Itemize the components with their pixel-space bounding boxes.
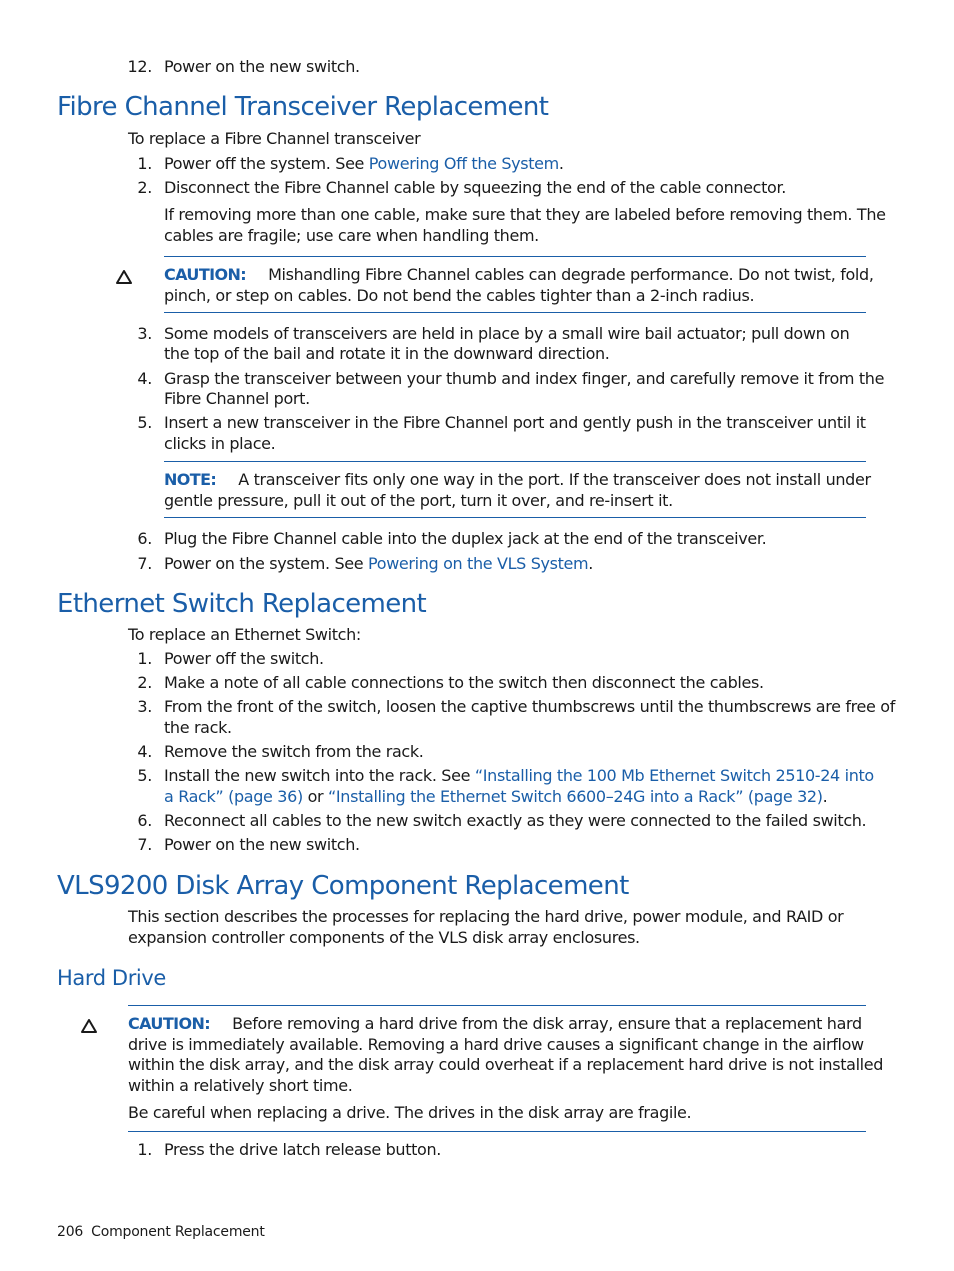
- list-item-text: Insert a new transceiver in the Fibre Channel port and gently push in the transceiver until it: [164, 413, 866, 432]
- list-number: 7.: [137, 835, 152, 854]
- list-number: 2.: [137, 673, 152, 692]
- caution-warning-icon: [115, 268, 133, 286]
- caution-text-line: CAUTION: Mishandling Fibre Channel cables can degrade performance. Do not twist, fold,: [164, 265, 874, 284]
- paragraph-line: This section describes the processes for replacing the hard drive, power module, and RAID or: [128, 907, 844, 926]
- list-number: 3.: [137, 324, 152, 343]
- link-install-switch-2510-24[interactable]: a Rack” (page 36): [164, 787, 303, 806]
- caution-top-rule: [128, 1005, 866, 1006]
- list-item-text: Power on the new switch.: [164, 835, 360, 854]
- list-item-text: the rack.: [164, 718, 232, 737]
- page-number: 206: [57, 1224, 84, 1240]
- note-top-rule: [164, 461, 866, 462]
- page-footer: [57, 1223, 265, 1241]
- caution-text-line: Be careful when replacing a drive. The drives in the disk array are fragile.: [128, 1103, 692, 1122]
- list-number: 5.: [137, 766, 152, 785]
- list-number: 12.: [127, 57, 152, 76]
- caution-text-line: CAUTION: Before removing a hard drive from the disk array, ensure that a replacement hard: [128, 1014, 862, 1033]
- section-heading-ethernet-switch: Ethernet Switch Replacement: [57, 589, 427, 619]
- list-number: 1.: [137, 1140, 152, 1159]
- caution-bottom-rule: [128, 1131, 866, 1132]
- note-bottom-rule: [164, 517, 866, 518]
- section-intro: To replace an Ethernet Switch:: [128, 625, 361, 644]
- list-item-text: Power on the system. See Powering on the VLS System.: [164, 554, 594, 573]
- list-item-text: Grasp the transceiver between your thumb and index finger, and carefully remove it from the: [164, 369, 885, 388]
- list-item-text: clicks in place.: [164, 434, 276, 453]
- caution-text-line: within the disk array, and the disk array could overheat if a replacement hard drive is not installed: [128, 1055, 884, 1074]
- link-powering-on-vls-system[interactable]: Powering on the VLS System: [368, 554, 589, 573]
- caution-text-line: drive is immediately available. Removing a hard drive causes a significant change in the airflow: [128, 1035, 864, 1054]
- list-item-text: Plug the Fibre Channel cable into the duplex jack at the end of the transceiver.: [164, 529, 767, 548]
- link-install-switch-2510-24[interactable]: “Installing the 100 Mb Ethernet Switch 2510-24 into: [474, 766, 874, 785]
- list-number: 1.: [137, 649, 152, 668]
- subsection-heading-hard-drive: Hard Drive: [57, 966, 166, 990]
- note-text-line: NOTE: A transceiver fits only one way in the port. If the transceiver does not install under: [164, 470, 871, 489]
- paragraph-line: If removing more than one cable, make sure that they are labeled before removing them. The: [164, 205, 886, 224]
- list-item-text: From the front of the switch, loosen the captive thumbscrews until the thumbscrews are free of: [164, 697, 895, 716]
- footer-section-name: Component Replacement: [91, 1224, 265, 1240]
- list-item-text: Install the new switch into the rack. See “Installing the 100 Mb Ethernet Switch 2510-24 into: [164, 766, 874, 785]
- list-item-text: Power on the new switch.: [164, 57, 360, 76]
- caution-text-line: within a relatively short time.: [128, 1076, 353, 1095]
- note-label: NOTE:: [164, 470, 217, 489]
- caution-text-line: pinch, or step on cables. Do not bend the cables tighter than a 2-inch radius.: [164, 286, 755, 305]
- list-item-text: Some models of transceivers are held in place by a small wire bail actuator; pull down on: [164, 324, 850, 343]
- paragraph-line: cables are fragile; use care when handling them.: [164, 226, 539, 245]
- list-number: 7.: [137, 554, 152, 573]
- list-item-text: Fibre Channel port.: [164, 389, 310, 408]
- section-heading-vls9200: VLS9200 Disk Array Component Replacement: [57, 871, 629, 901]
- section-intro: To replace a Fibre Channel transceiver: [128, 129, 421, 148]
- caution-bottom-rule: [164, 312, 866, 313]
- paragraph-line: expansion controller components of the VLS disk array enclosures.: [128, 928, 640, 947]
- caution-label: CAUTION:: [164, 265, 247, 284]
- list-number: 6.: [137, 811, 152, 830]
- note-text-line: gentle pressure, pull it out of the port, turn it over, and re-insert it.: [164, 491, 673, 510]
- list-item-text: Power off the system. See Powering Off the System.: [164, 154, 564, 173]
- list-item-text: Make a note of all cable connections to the switch then disconnect the cables.: [164, 673, 764, 692]
- list-number: 4.: [137, 369, 152, 388]
- caution-label: CAUTION:: [128, 1014, 211, 1033]
- list-number: 5.: [137, 413, 152, 432]
- link-install-switch-6600-24g[interactable]: “Installing the Ethernet Switch 6600–24G into a Rack” (page 32): [327, 787, 823, 806]
- list-number: 6.: [137, 529, 152, 548]
- list-number: 2.: [137, 178, 152, 197]
- list-item-text: Disconnect the Fibre Channel cable by squeezing the end of the cable connector.: [164, 178, 786, 197]
- caution-warning-icon: [80, 1017, 98, 1035]
- list-number: 4.: [137, 742, 152, 761]
- caution-top-rule: [164, 256, 866, 257]
- list-item-text: Power off the switch.: [164, 649, 324, 668]
- link-powering-off-system[interactable]: Powering Off the System: [368, 154, 559, 173]
- list-item-text: the top of the bail and rotate it in the downward direction.: [164, 344, 610, 363]
- section-heading-fibre-channel: Fibre Channel Transceiver Replacement: [57, 92, 549, 122]
- list-item-text: Press the drive latch release button.: [164, 1140, 442, 1159]
- list-item-text: Remove the switch from the rack.: [164, 742, 424, 761]
- list-number: 3.: [137, 697, 152, 716]
- list-item-text: Reconnect all cables to the new switch exactly as they were connected to the failed switch.: [164, 811, 867, 830]
- list-number: 1.: [137, 154, 152, 173]
- list-item-text: a Rack” (page 36) or “Installing the Ethernet Switch 6600–24G into a Rack” (page 32).: [164, 787, 828, 806]
